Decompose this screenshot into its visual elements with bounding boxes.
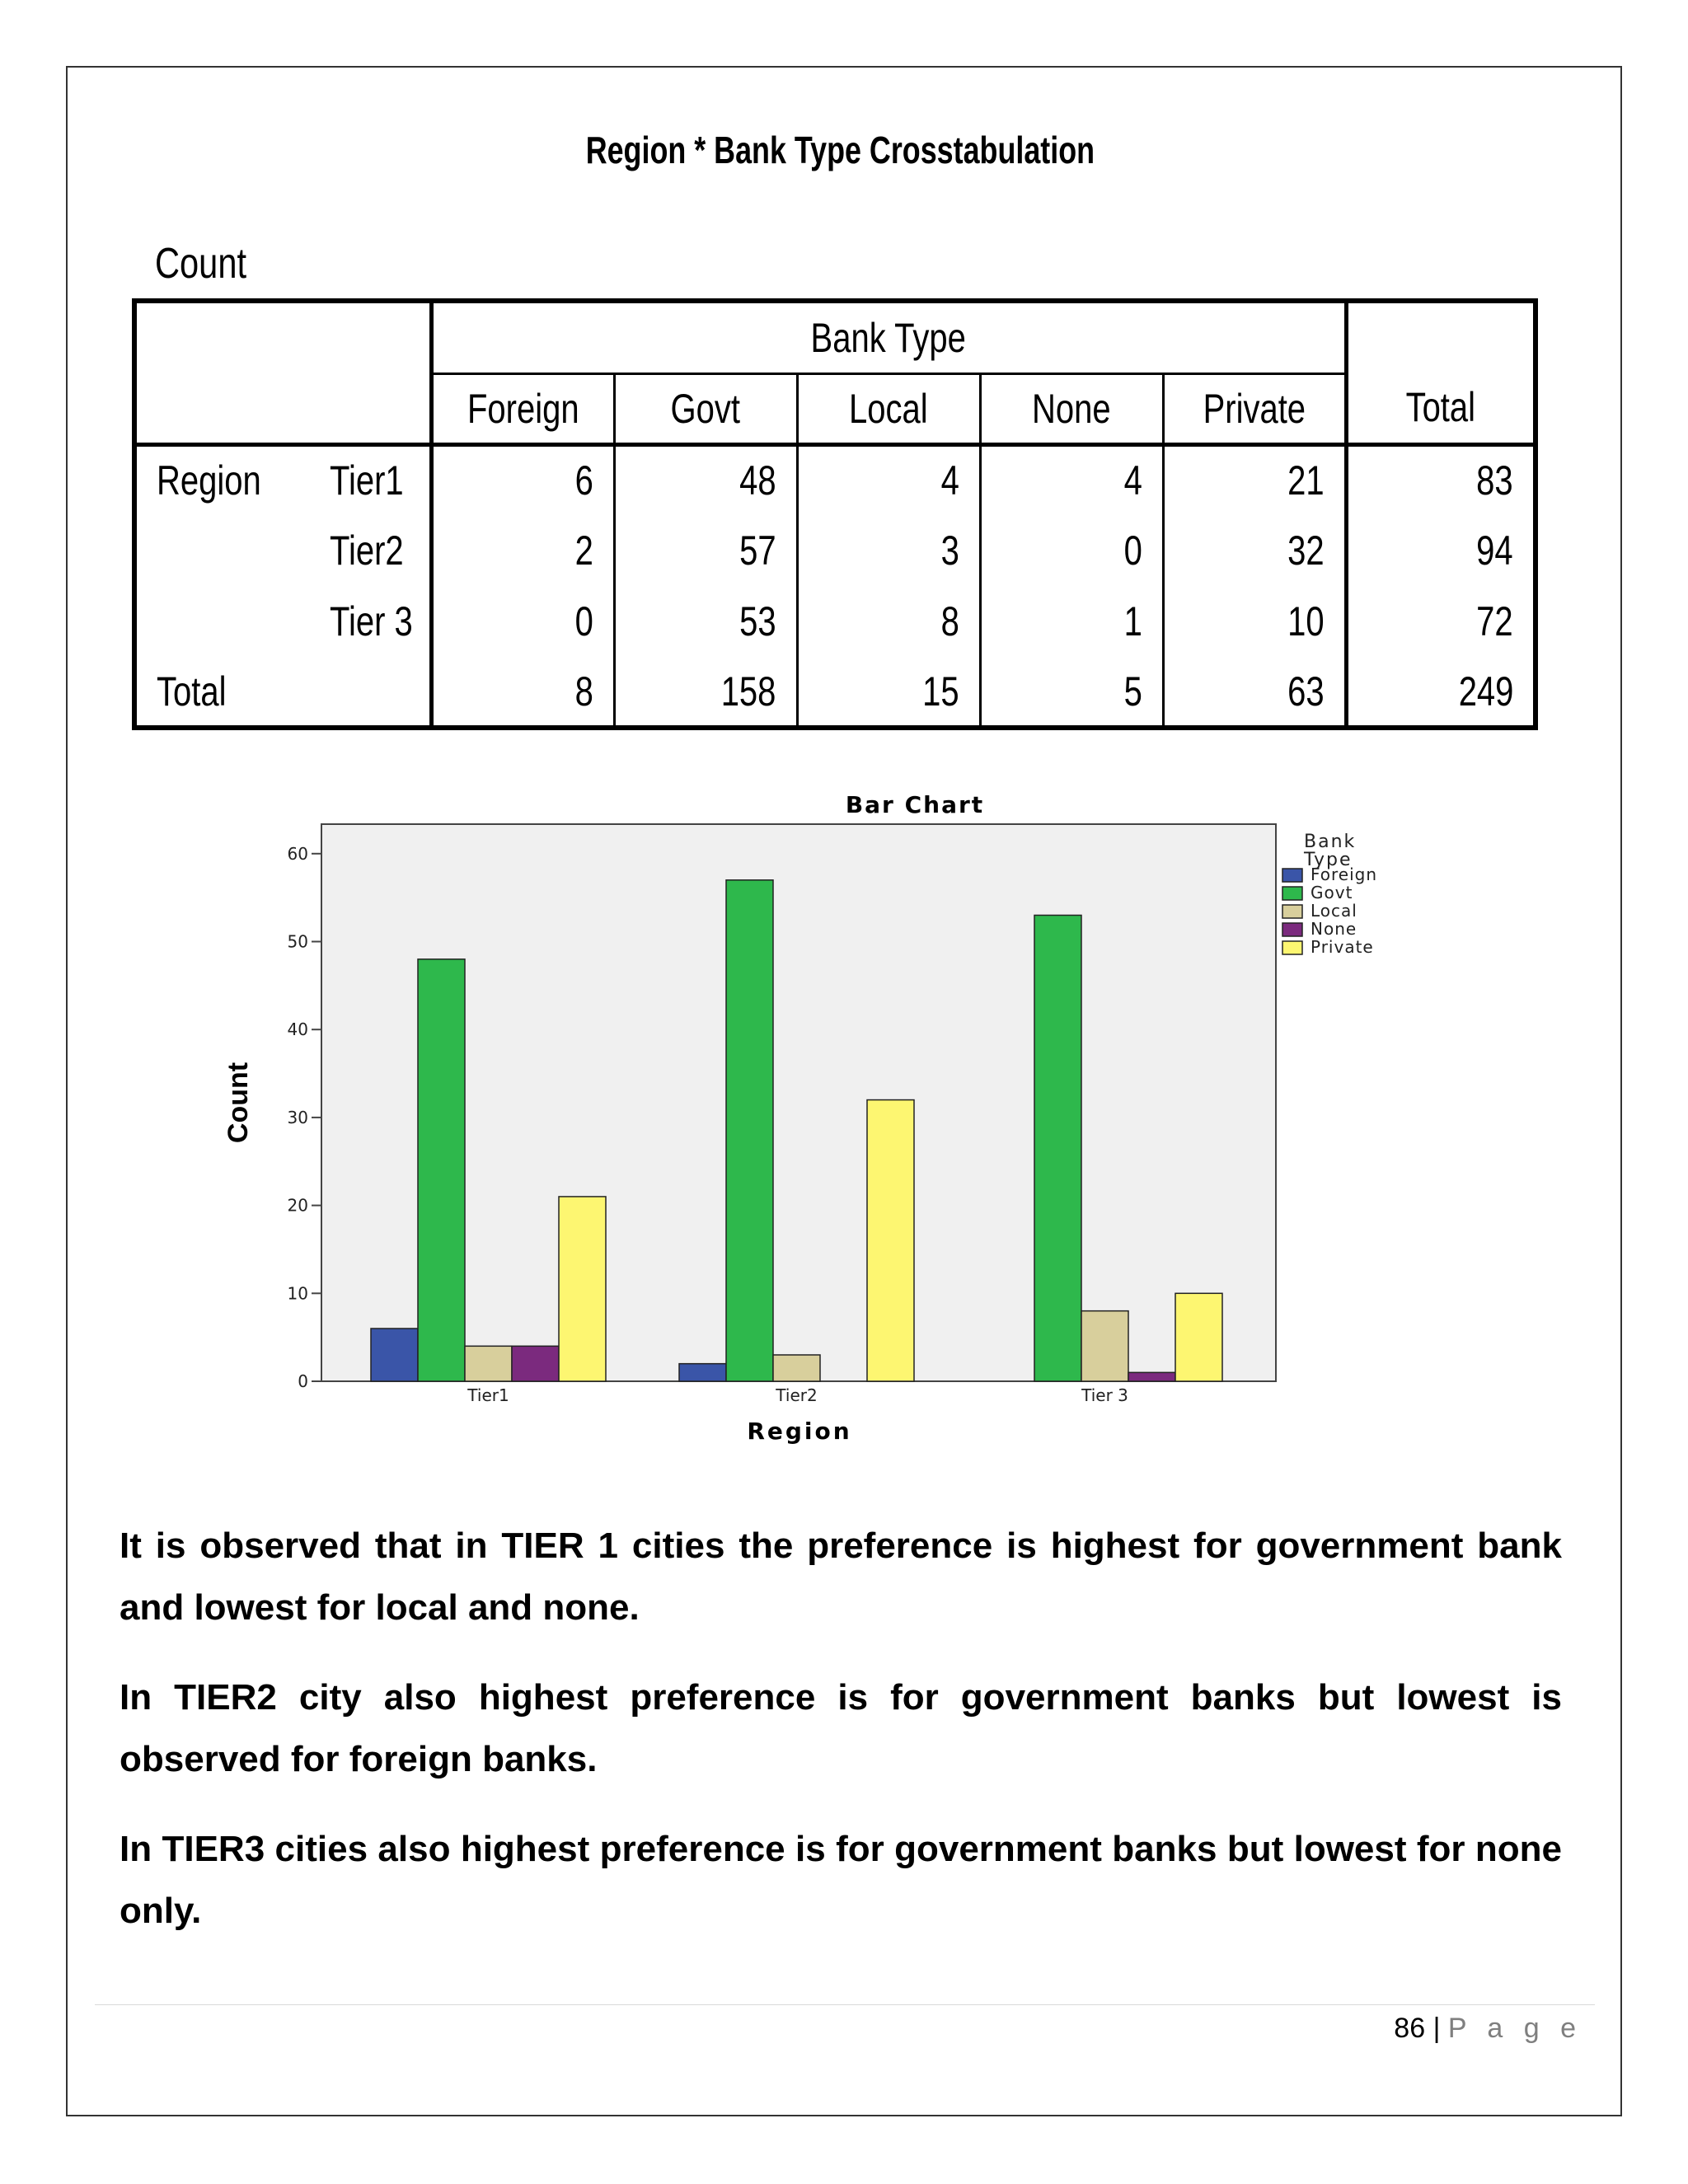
table-cell: 8 [431,657,614,728]
bar-govt [418,959,465,1381]
bar-none [512,1346,559,1381]
count-label: Count [155,240,247,288]
table-row [134,515,1536,586]
table-cell: 48 [614,444,797,515]
y-tick-label: 10 [287,1283,308,1304]
bar-none [1128,1372,1175,1381]
chart-legend [1282,832,1377,957]
legend-swatch-govt [1282,887,1302,900]
table-cell: 158 [614,657,797,728]
table-cell: 3 [797,515,980,586]
grand-total-cell: 249 [1346,657,1536,728]
bar-chart [206,783,1426,1459]
table-cell: 63 [1163,657,1346,728]
row-label: Tier1 [330,457,404,504]
column-header-private: Private [1163,373,1346,444]
table-cell: 0 [980,515,1163,586]
x-axis-title: Region [747,1418,852,1445]
legend-label: Local [1311,901,1357,921]
y-tick-label: 30 [287,1107,308,1127]
y-tick-label: 50 [287,931,308,952]
bar-foreign [371,1329,418,1381]
total-row-label: Total [157,668,227,715]
legend-label: Govt [1311,883,1353,902]
row-total-cell: 72 [1346,586,1536,657]
x-tick-label: Tier 3 [1081,1385,1128,1405]
table-cell: 5 [980,657,1163,728]
row-label: Tier 3 [330,598,413,644]
table-cell: 2 [431,515,614,586]
y-tick-label: 20 [287,1195,308,1216]
x-tick-label: Tier2 [776,1385,818,1405]
row-total-cell: 83 [1346,444,1536,515]
table-cell: 21 [1163,444,1346,515]
table-row [134,586,1536,657]
empty-cell [134,586,310,657]
y-axis-title: Count [223,1062,254,1144]
total-column-header: Total [1346,301,1536,444]
legend-label: None [1311,919,1357,939]
bar-local [465,1346,512,1381]
total-row [134,657,1536,728]
bar-private [1175,1293,1222,1381]
legend-title: Bank Type [1304,832,1357,870]
chart-title: Bar Chart [845,791,985,818]
table-cell: 32 [1163,515,1346,586]
x-tick-label: Tier1 [467,1385,509,1405]
table-cell: 8 [797,586,980,657]
y-tick-label: 40 [287,1019,308,1040]
table-cell: 10 [1163,586,1346,657]
x-axis [467,1385,1128,1405]
legend-label: Foreign [1311,865,1378,884]
footer-divider [95,2004,1595,2005]
crosstab-corner [134,301,431,444]
region-label: Region [157,457,261,504]
paragraph-tier1: It is observed that in TIER 1 cities the preference is highest for government bank and lowest for local and none. [120,1526,1562,1628]
table-cell: 4 [980,444,1163,515]
legend-swatch-private [1282,941,1302,954]
legend-swatch-local [1282,905,1302,918]
y-axis [288,844,321,1391]
bar-local [1081,1311,1128,1381]
page-number: 86 [1394,2013,1426,2044]
table-cell: 0 [431,586,614,657]
table-cell: 6 [431,444,614,515]
footer-separator: | [1432,2013,1441,2044]
column-header-foreign: Foreign [431,373,614,444]
table-row [134,444,1536,515]
table-cell: 1 [980,586,1163,657]
table-cell: 53 [614,586,797,657]
column-header-govt: Govt [614,373,797,444]
page-word: P a g e [1447,2013,1582,2044]
table-cell: 57 [614,515,797,586]
page-footer [1394,2013,1582,2045]
empty-cell [134,515,310,586]
row-label: Tier2 [330,527,404,574]
bar-foreign [679,1364,726,1381]
legend-swatch-none [1282,923,1302,936]
legend-label: Private [1311,937,1374,957]
crosstab-header-row-1 [134,301,1536,373]
crosstab-table [132,298,1538,730]
crosstab-title: Region * Bank Type Crosstabulation [585,129,1095,171]
row-total-cell: 94 [1346,515,1536,586]
bar-private [559,1197,606,1381]
y-tick-label: 0 [298,1371,308,1391]
column-header-none: None [980,373,1163,444]
bar-private [867,1100,914,1381]
legend-swatch-foreign [1282,869,1302,882]
column-header-local: Local [797,373,980,444]
bank-type-header: Bank Type [431,301,1346,373]
paragraph-tier2: In TIER2 city also highest preference is for government banks but lowest is observed for foreign banks. [120,1677,1562,1779]
bar-govt [726,880,773,1381]
bar-local [773,1355,820,1381]
paragraph-tier3: In TIER3 cities also highest preference is for government banks but lowest for none only. [120,1829,1562,1931]
table-cell: 15 [797,657,980,728]
y-tick-label: 60 [287,843,308,864]
bar-govt [1034,915,1081,1381]
table-cell: 4 [797,444,980,515]
